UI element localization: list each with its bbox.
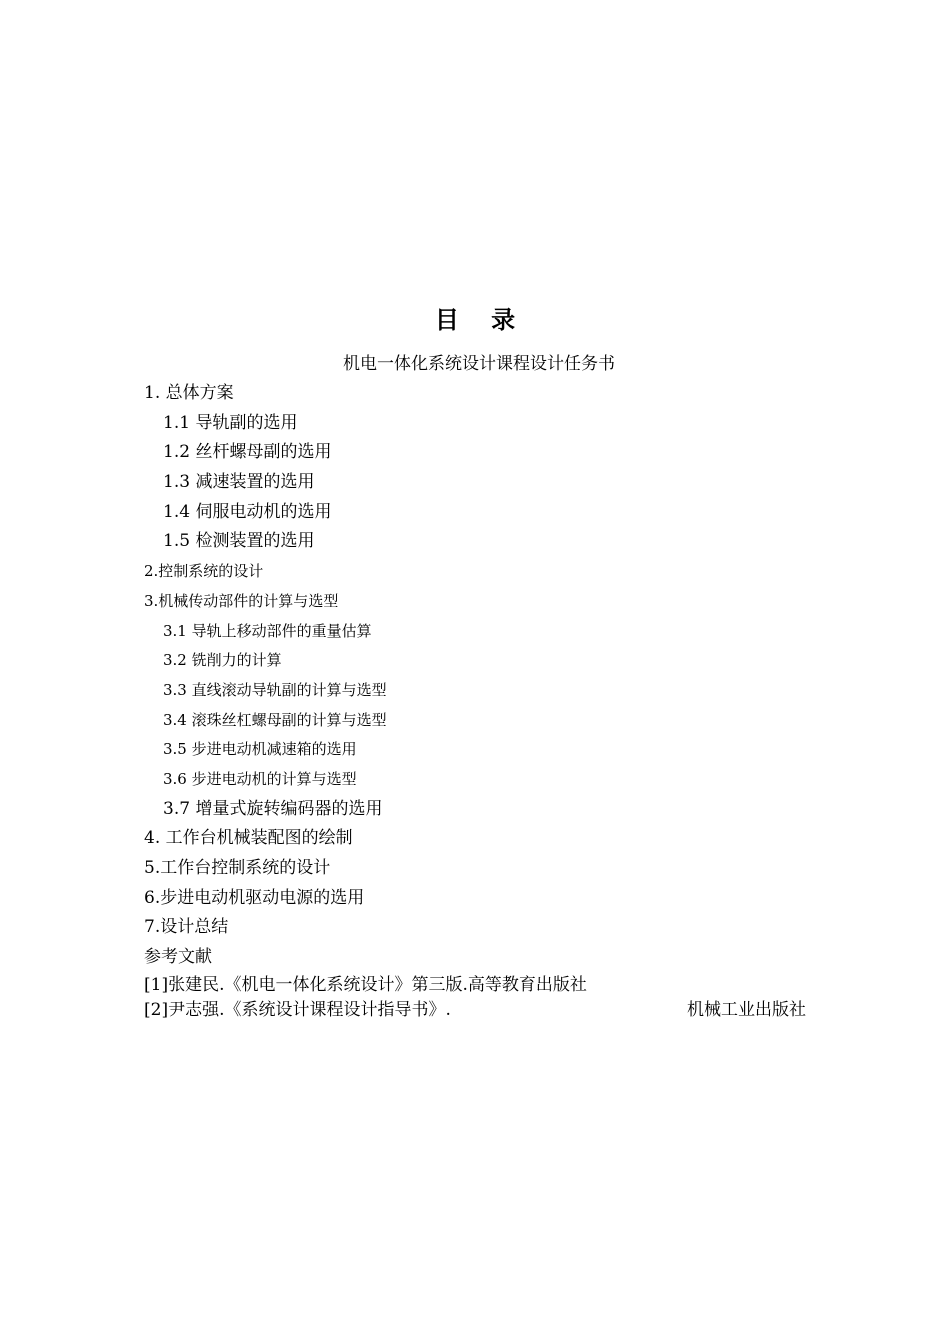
toc-item-7: 7.设计总结 bbox=[144, 917, 229, 938]
toc-item-1: 1. 总体方案 bbox=[144, 383, 234, 403]
reference-item bbox=[144, 998, 814, 1023]
toc-item-1-3: 1.3 减速装置的选用 bbox=[163, 472, 315, 493]
toc-item-3-3: 3.3 直线滚动导轨副的计算与选型 bbox=[163, 680, 387, 699]
toc-item-3-1: 3.1 导轨上移动部件的重量估算 bbox=[163, 621, 372, 640]
toc-item-1-1: 1.1 导轨副的选用 bbox=[163, 412, 298, 433]
toc-item-4: 4. 工作台机械装配图的绘制 bbox=[144, 828, 353, 849]
toc-item-references: 参考文献 bbox=[144, 947, 212, 968]
reference-item bbox=[144, 973, 814, 998]
toc-item-3: 3.机械传动部件的计算与选型 bbox=[144, 591, 339, 610]
toc-item-6: 6.步进电动机驱动电源的选用 bbox=[144, 887, 365, 908]
toc-item-1-5: 1.5 检测装置的选用 bbox=[163, 531, 315, 552]
toc-item-3-5: 3.5 步进电动机减速箱的选用 bbox=[163, 740, 357, 759]
toc-item-2: 2.控制系统的设计 bbox=[144, 562, 264, 581]
reference-text: [1]张建民.《机电一体化系统设计》第三版.高等教育出版社 bbox=[144, 975, 587, 995]
toc-item-3-6: 3.6 步进电动机的计算与选型 bbox=[163, 769, 357, 788]
toc-subtitle: 机电一体化系统设计课程设计任务书 bbox=[343, 354, 615, 374]
toc-item-1-4: 1.4 伺服电动机的选用 bbox=[163, 501, 332, 522]
toc-item-3-2: 3.2 铣削力的计算 bbox=[163, 651, 282, 670]
reference-text: [2]尹志强.《系统设计课程设计指导书》. bbox=[144, 1000, 451, 1020]
toc-item-3-4: 3.4 滚珠丝杠螺母副的计算与选型 bbox=[163, 710, 387, 729]
toc-item-1-2: 1.2 丝杆螺母副的选用 bbox=[163, 442, 332, 463]
toc-item-5: 5.工作台控制系统的设计 bbox=[144, 858, 331, 878]
toc-heading: 目 录 bbox=[434, 306, 528, 334]
toc-list bbox=[144, 379, 844, 973]
reference-list bbox=[144, 973, 814, 1023]
toc-item-3-7: 3.7 增量式旋转编码器的选用 bbox=[163, 798, 383, 819]
reference-publisher: 机械工业出版社 bbox=[687, 1000, 806, 1020]
